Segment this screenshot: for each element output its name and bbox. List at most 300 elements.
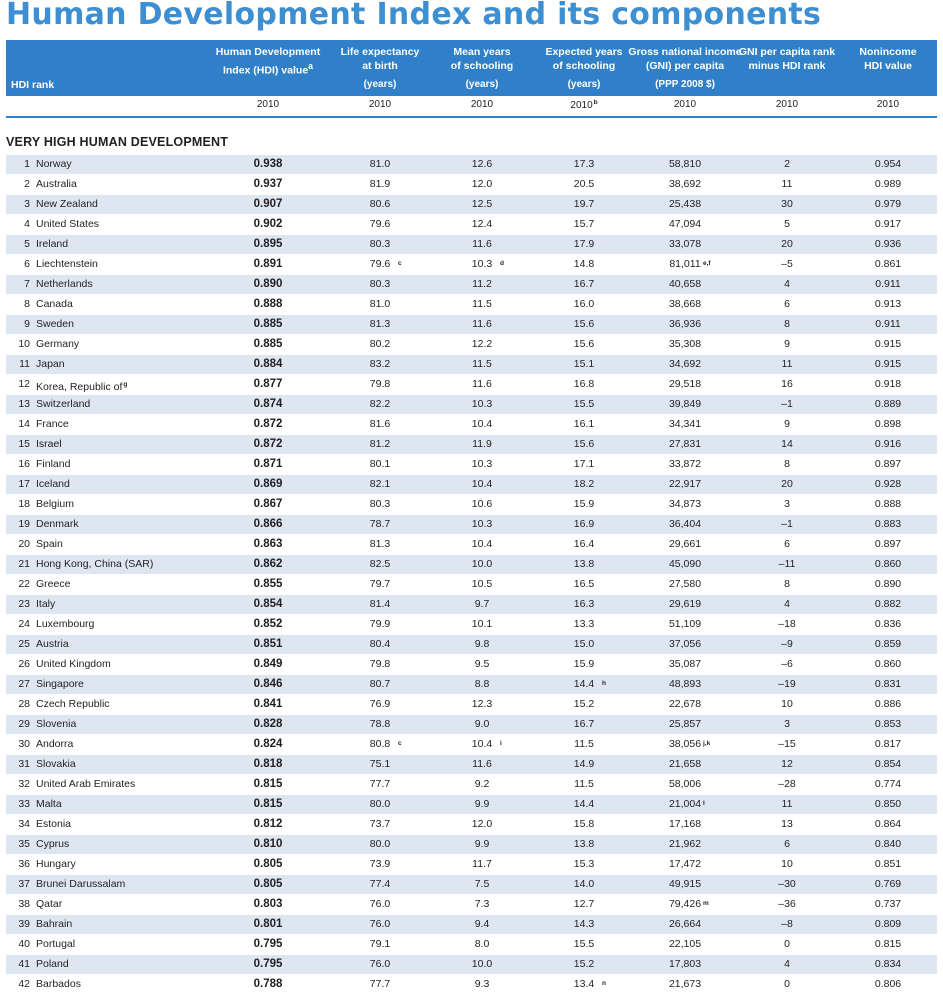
header-line: (GNI) per capita [645, 60, 725, 72]
expected-schooling-cell: 14.4 [573, 798, 595, 810]
gni-per-capita-cell: 22,678 [668, 698, 702, 710]
table-row [6, 615, 937, 635]
hdi-value-cell: 0.812 [253, 818, 283, 830]
mean-schooling-cell: 9.4 [474, 918, 490, 930]
nonincome-hdi-cell: 0.889 [874, 398, 902, 410]
life-expectancy-cell: 79.8 [369, 658, 391, 670]
gni-rank-minus-hdi-rank-cell: 3 [784, 718, 790, 730]
hdi-rank: 5 [24, 238, 30, 250]
nonincome-hdi-cell: 0.886 [874, 698, 902, 710]
gni-per-capita-cell: 21,962 [668, 838, 702, 850]
expected-schooling-cell: 15.9 [573, 658, 595, 670]
table-row [6, 955, 937, 975]
hdi-rank: 29 [18, 718, 30, 730]
mean-schooling-cell: 12.0 [471, 818, 493, 830]
gni-rank-minus-hdi-rank-cell: –6 [781, 658, 793, 670]
nonincome-hdi-cell: 0.979 [874, 198, 902, 210]
hdi-value-cell: 0.805 [253, 878, 283, 890]
nonincome-hdi-cell: 0.815 [874, 938, 902, 950]
expected-schooling-cell: 16.3 [573, 598, 595, 610]
table-row [6, 475, 937, 495]
life-expectancy-cell: 82.2 [369, 398, 391, 410]
country-name: Qatar [36, 898, 63, 910]
country-name: Norway [36, 158, 72, 170]
gni-per-capita-unit: (PPP 2008 $) [655, 79, 715, 90]
country-name: Cyprus [36, 838, 70, 850]
country-name: Sweden [36, 318, 74, 330]
gni-rank-minus-hdi-rank-cell: 5 [784, 218, 790, 230]
hdi-rank: 32 [18, 778, 30, 790]
gni-rank-minus-hdi-rank-cell: 9 [784, 418, 790, 430]
gni-per-capita-header [628, 45, 741, 73]
hdi-value-cell: 0.937 [253, 178, 283, 190]
hdi-value-cell: 0.815 [253, 778, 283, 790]
header-line: Gross national income [628, 46, 742, 58]
country-name: Canada [36, 298, 73, 310]
mean-schooling-cell: 11.6 [472, 238, 492, 250]
table-row [6, 435, 937, 455]
gni-per-capita-cell: 58,810 [668, 158, 702, 170]
table-row [6, 695, 937, 715]
nonincome-hdi-cell: 0.831 [874, 678, 902, 690]
life-expectancy-cell: 80.3 [369, 498, 391, 510]
country-name: Andorra [36, 738, 74, 750]
hdi-rank: 4 [24, 218, 30, 230]
gni-per-capita-cell: 36,936 [668, 318, 702, 330]
hdi-value-cell: 0.867 [253, 498, 283, 510]
footnote-marker: h [602, 680, 606, 687]
expected-schooling-cell: 12.7 [573, 898, 595, 910]
expected-schooling-cell: 16.4 [573, 538, 595, 550]
gni-per-capita-cell: 21,673 [668, 978, 702, 990]
expected-schooling-cell: 15.2 [573, 698, 595, 710]
footnote-marker: g [123, 381, 128, 388]
country-name: Portugal [36, 938, 76, 950]
life-expectancy-cell: 78.8 [369, 718, 391, 730]
hdi-value-cell: 0.938 [253, 158, 283, 170]
table-row [6, 935, 937, 955]
page-title: Human Development Index and its components [6, 0, 822, 32]
life-expectancy-cell: 81.9 [369, 178, 391, 190]
footnote-marker: i [500, 740, 502, 747]
gni-rank-minus-hdi-rank-cell: 11 [781, 178, 793, 190]
gni-rank-minus-hdi-rank-cell: 4 [784, 598, 790, 610]
hdi-rank: 9 [24, 318, 30, 330]
life-expectancy-cell: 73.7 [369, 818, 391, 830]
expected-schooling-cell: 14.3 [573, 918, 595, 930]
country-name: United Kingdom [36, 658, 111, 670]
table-row [6, 195, 937, 215]
hdi-value-cell: 0.815 [253, 798, 283, 810]
mean-schooling-cell: 9.0 [474, 718, 490, 730]
table-row [6, 775, 937, 795]
hdi-value-cell: 0.795 [253, 958, 283, 970]
expected-schooling-cell: 15.1 [573, 358, 595, 370]
nonincome-hdi-cell: 0.888 [874, 498, 902, 510]
country-name: Iceland [36, 478, 70, 490]
gni-rank-minus-hdi-rank-cell: 9 [784, 338, 790, 350]
table-row [6, 635, 937, 655]
hdi-rank: 42 [18, 978, 30, 990]
expected-schooling-cell: 15.6 [573, 438, 595, 450]
gni-rank-minus-hdi-rank-cell: –15 [778, 738, 796, 750]
hdi-rank: 36 [18, 858, 30, 870]
hdi-rank: 39 [18, 918, 30, 930]
nonincome-hdi-year: 2010 [876, 99, 900, 110]
hdi-value-cell: 0.803 [253, 898, 283, 910]
hdi-rank: 34 [18, 818, 30, 830]
hdi-rank: 13 [18, 398, 30, 410]
expected-schooling-cell: 15.3 [573, 858, 595, 870]
gni-rank-minus-hdi-rank-cell: 16 [781, 378, 793, 390]
mean-schooling-cell: 11.6 [472, 378, 492, 390]
hdi-value-cell: 0.805 [253, 858, 283, 870]
mean-schooling-cell: 11.6 [472, 318, 492, 330]
nonincome-hdi-cell: 0.898 [874, 418, 902, 430]
country-name: Poland [36, 958, 69, 970]
footnote-marker: d [500, 260, 504, 267]
expected-schooling-cell: 16.8 [573, 378, 595, 390]
hdi-rank: 26 [18, 658, 30, 670]
data-table [6, 155, 937, 995]
table-row [6, 895, 937, 915]
country-name: Slovenia [36, 718, 77, 730]
gni-per-capita-cell: 34,873 [668, 498, 702, 510]
gni-per-capita-cell: 25,438 [668, 198, 702, 210]
table-row [6, 415, 937, 435]
table-row [6, 915, 937, 935]
mean-schooling-cell: 9.8 [474, 638, 490, 650]
expected-schooling-header [545, 45, 622, 73]
nonincome-hdi-cell: 0.817 [874, 738, 902, 750]
nonincome-hdi-cell: 0.834 [874, 958, 902, 970]
footnote-marker: c [398, 260, 402, 267]
hdi-rank: 2 [24, 178, 30, 190]
country-name: Hungary [36, 858, 76, 870]
table-row [6, 495, 937, 515]
gni-per-capita-cell: 81,011 e,f [645, 255, 725, 274]
table-row [6, 855, 937, 875]
hdi-value-cell: 0.828 [253, 718, 283, 730]
hdi-value-cell: 0.869 [253, 478, 283, 490]
life-expectancy-cell: 79.6 [369, 218, 391, 230]
gni-per-capita-cell: 25,857 [668, 718, 702, 730]
hdi-value-cell: 0.846 [253, 678, 283, 690]
nonincome-hdi-cell: 0.890 [874, 578, 902, 590]
life-expectancy-unit: (years) [363, 79, 397, 90]
gni-rank-minus-hdi-rank-cell: 8 [784, 458, 790, 470]
table-row [6, 455, 937, 475]
expected-schooling-cell: 20.5 [573, 178, 595, 190]
life-expectancy-cell: 77.7 [369, 778, 391, 790]
mean-schooling-cell: 12.6 [471, 158, 493, 170]
mean-schooling-cell: 12.0 [471, 178, 493, 190]
expected-schooling-cell: 13.4 n [544, 975, 624, 994]
hdi-value-cell: 0.877 [253, 378, 283, 390]
gni-rank-minus-hdi-rank-cell: –18 [778, 618, 796, 630]
hdi-rank-header: HDI rank [11, 79, 55, 91]
life-expectancy-cell: 77.7 [369, 978, 391, 990]
mean-schooling-cell: 10.3 [471, 518, 493, 530]
expected-schooling-cell: 16.5 [573, 578, 595, 590]
hdi-value-cell: 0.890 [253, 278, 283, 290]
gni-rank-minus-hdi-rank-cell: 12 [781, 758, 793, 770]
header-line: minus HDI rank [748, 60, 826, 72]
mean-schooling-cell: 10.6 [471, 498, 493, 510]
expected-schooling-cell: 16.1 [573, 418, 595, 430]
gni-per-capita-cell: 51,109 [668, 618, 702, 630]
mean-schooling-cell: 11.5 [472, 358, 492, 370]
header-line: Expected years [545, 46, 623, 58]
gni-per-capita-cell: 49,915 [668, 878, 702, 890]
gni-rank-minus-hdi-rank-cell: 0 [784, 978, 790, 990]
hdi-value-cell: 0.872 [253, 438, 283, 450]
hdi-value-cell: 0.818 [253, 758, 283, 770]
hdi-value-cell: 0.854 [253, 598, 283, 610]
mean-schooling-header [451, 45, 513, 73]
gni-per-capita-cell: 45,090 [668, 558, 702, 570]
header-line: Mean years [453, 46, 511, 58]
mean-schooling-cell: 11.9 [472, 438, 492, 450]
table-row [6, 155, 937, 175]
expected-schooling-cell: 17.9 [573, 238, 595, 250]
expected-schooling-cell: 15.6 [573, 318, 595, 330]
hdi-value-cell: 0.891 [253, 258, 283, 270]
life-expectancy-cell: 81.2 [369, 438, 391, 450]
mean-schooling-cell: 10.3 [471, 398, 493, 410]
hdi-rank: 7 [24, 278, 30, 290]
country-name: Netherlands [36, 278, 93, 290]
table-row [6, 675, 937, 695]
nonincome-hdi-cell: 0.860 [874, 658, 902, 670]
mean-schooling-cell: 10.1 [471, 618, 493, 630]
hdi-rank: 16 [18, 458, 30, 470]
mean-schooling-cell: 10.0 [471, 558, 493, 570]
mean-schooling-year: 2010 [470, 99, 494, 110]
life-expectancy-cell: 81.4 [369, 598, 391, 610]
hdi-rank: 12 [18, 378, 30, 390]
nonincome-hdi-cell: 0.936 [874, 238, 902, 250]
country-name: Malta [36, 798, 62, 810]
expected-schooling-cell: 11.5 [574, 738, 594, 750]
gni-per-capita-cell: 29,661 [668, 538, 702, 550]
gni-per-capita-cell: 38,056 j,k [645, 735, 725, 754]
hdi-rank: 17 [18, 478, 30, 490]
hdi-value-cell: 0.788 [253, 978, 283, 990]
nonincome-hdi-cell: 0.809 [874, 918, 902, 930]
country-name: Slovakia [36, 758, 76, 770]
gni-rank-minus-hdi-rank-cell: 14 [781, 438, 793, 450]
mean-schooling-cell: 11.7 [472, 858, 492, 870]
gni-per-capita-year: 2010 [673, 99, 697, 110]
expected-schooling-cell: 15.2 [573, 958, 595, 970]
table-row [6, 755, 937, 775]
hdi-rank: 20 [18, 538, 30, 550]
hdi-rank: 10 [18, 338, 30, 350]
gni-rank-minus-hdi-rank-header [739, 45, 835, 73]
nonincome-hdi-cell: 0.916 [874, 438, 902, 450]
life-expectancy-cell: 78.7 [369, 518, 391, 530]
life-expectancy-cell: 76.0 [369, 918, 391, 930]
mean-schooling-cell: 10.3 d [442, 255, 522, 274]
hdi-rank: 18 [18, 498, 30, 510]
hdi-rank: 31 [18, 758, 30, 770]
nonincome-hdi-cell: 0.853 [874, 718, 902, 730]
hdi-rank: 15 [18, 438, 30, 450]
gni-rank-minus-hdi-rank-cell: 10 [781, 858, 793, 870]
life-expectancy-cell: 77.4 [369, 878, 391, 890]
gni-rank-minus-hdi-rank-cell: –36 [778, 898, 796, 910]
gni-per-capita-cell: 21,004 l [645, 795, 725, 814]
mean-schooling-cell: 9.5 [474, 658, 490, 670]
hdi-rank: 21 [18, 558, 30, 570]
header-line: Nonincome [859, 46, 917, 58]
expected-schooling-cell: 16.0 [573, 298, 595, 310]
nonincome-hdi-cell: 0.859 [874, 638, 902, 650]
expected-schooling-cell: 14.0 [573, 878, 595, 890]
expected-schooling-cell: 13.3 [573, 618, 595, 630]
life-expectancy-cell: 81.6 [369, 418, 391, 430]
gni-per-capita-cell: 36,404 [668, 518, 702, 530]
nonincome-hdi-cell: 0.769 [874, 878, 902, 890]
life-expectancy-cell: 80.6 [369, 198, 391, 210]
gni-per-capita-cell: 22,105 [668, 938, 702, 950]
life-expectancy-cell: 81.3 [369, 538, 391, 550]
hdi-value-cell: 0.907 [253, 198, 283, 210]
country-name: Singapore [36, 678, 84, 690]
header-line: GNI per capita rank [738, 46, 836, 58]
gni-per-capita-cell: 35,087 [668, 658, 702, 670]
mean-schooling-cell: 8.0 [474, 938, 490, 950]
gni-rank-minus-hdi-rank-cell: 3 [784, 498, 790, 510]
hdi-value-cell: 0.871 [253, 458, 283, 470]
life-expectancy-cell: 80.3 [369, 278, 391, 290]
country-name: Israel [36, 438, 62, 450]
footnote-marker: c [398, 740, 402, 747]
table-row [6, 655, 937, 675]
gni-per-capita-cell: 34,341 [668, 418, 702, 430]
footnote-marker: n [602, 980, 606, 987]
life-expectancy-cell: 76.0 [369, 958, 391, 970]
gni-rank-minus-hdi-rank-cell: 6 [784, 538, 790, 550]
hdi-value-year: 2010 [256, 99, 280, 110]
hdi-rank: 41 [18, 958, 30, 970]
hdi-rank: 35 [18, 838, 30, 850]
country-name: Austria [36, 638, 69, 650]
gni-rank-minus-hdi-rank-cell: 6 [784, 838, 790, 850]
life-expectancy-header [341, 45, 420, 73]
expected-schooling-cell: 14.9 [573, 758, 595, 770]
hdi-value-cell: 0.902 [253, 218, 283, 230]
country-name: Barbados [36, 978, 81, 990]
life-expectancy-cell: 81.0 [369, 158, 391, 170]
nonincome-hdi-cell: 0.913 [874, 298, 902, 310]
nonincome-hdi-cell: 0.928 [874, 478, 902, 490]
gni-rank-minus-hdi-rank-cell: –19 [778, 678, 796, 690]
table-row [6, 215, 937, 235]
gni-per-capita-cell: 29,619 [668, 598, 702, 610]
table-row [6, 595, 937, 615]
mean-schooling-cell: 8.8 [474, 678, 490, 690]
expected-schooling-unit: (years) [567, 79, 601, 90]
gni-rank-minus-hdi-rank-cell: 6 [784, 298, 790, 310]
footnote-marker: b [593, 99, 598, 106]
gni-rank-minus-hdi-rank-cell: –1 [781, 518, 793, 530]
table-row [6, 735, 937, 755]
hdi-rank: 6 [24, 258, 30, 270]
gni-rank-minus-hdi-rank-cell: –8 [781, 918, 793, 930]
gni-per-capita-cell: 22,917 [668, 478, 702, 490]
country-name: Germany [36, 338, 80, 350]
table-row [6, 235, 937, 255]
hdi-value-cell: 0.863 [253, 538, 283, 550]
header-line: Life expectancy [340, 46, 420, 58]
gni-rank-minus-hdi-rank-year: 2010 [775, 99, 799, 110]
nonincome-hdi-cell: 0.954 [874, 158, 902, 170]
table-row [6, 315, 937, 335]
life-expectancy-cell: 80.3 [369, 238, 391, 250]
gni-rank-minus-hdi-rank-cell: –11 [778, 558, 796, 570]
gni-per-capita-cell: 38,668 [668, 298, 702, 310]
gni-rank-minus-hdi-rank-cell: 4 [784, 958, 790, 970]
table-row [6, 275, 937, 295]
country-name: Brunei Darussalam [36, 878, 126, 890]
expected-schooling-cell: 14.8 [573, 258, 595, 270]
life-expectancy-cell: 76.0 [369, 898, 391, 910]
header-line: at birth [362, 60, 398, 72]
gni-rank-minus-hdi-rank-cell: 20 [781, 478, 793, 490]
hdi-value-cell: 0.874 [253, 398, 283, 410]
life-expectancy-cell: 75.1 [369, 758, 391, 770]
mean-schooling-cell: 10.0 [471, 958, 493, 970]
mean-schooling-cell: 12.3 [471, 698, 493, 710]
gni-per-capita-cell: 58,006 [668, 778, 702, 790]
mean-schooling-cell: 9.9 [474, 838, 490, 850]
gni-rank-minus-hdi-rank-cell: 30 [781, 198, 793, 210]
nonincome-hdi-cell: 0.989 [874, 178, 902, 190]
gni-rank-minus-hdi-rank-cell: –5 [781, 258, 793, 270]
hdi-value-cell: 0.885 [253, 318, 283, 330]
hdi-value-cell: 0.895 [253, 238, 283, 250]
table-row [6, 355, 937, 375]
hdi-value-cell: 0.851 [253, 638, 283, 650]
country-name: Hong Kong, China (SAR) [36, 558, 154, 570]
nonincome-hdi-cell: 0.836 [874, 618, 902, 630]
mean-schooling-cell: 11.6 [472, 758, 492, 770]
table-header [6, 40, 937, 96]
gni-per-capita-cell: 33,078 [668, 238, 702, 250]
country-name: Ireland [36, 238, 69, 250]
footnote-marker: l [703, 800, 705, 807]
header-line: HDI value [864, 60, 912, 72]
country-name: Australia [36, 178, 77, 190]
country-name: Luxembourg [36, 618, 95, 630]
hdi-value-cell: 0.866 [253, 518, 283, 530]
country-name: Switzerland [36, 398, 91, 410]
country-name: United States [36, 218, 100, 230]
country-name: Greece [36, 578, 71, 590]
life-expectancy-cell: 80.8 c [340, 735, 420, 754]
footnote-marker: e,f [703, 260, 711, 267]
gni-per-capita-cell: 17,472 [668, 858, 702, 870]
gni-per-capita-cell: 27,580 [668, 578, 702, 590]
gni-per-capita-cell: 33,872 [668, 458, 702, 470]
expected-schooling-cell: 17.3 [573, 158, 595, 170]
gni-rank-minus-hdi-rank-cell: –28 [778, 778, 796, 790]
country-name: Estonia [36, 818, 72, 830]
hdi-value-cell: 0.855 [253, 578, 283, 590]
hdi-rank: 14 [18, 418, 30, 430]
